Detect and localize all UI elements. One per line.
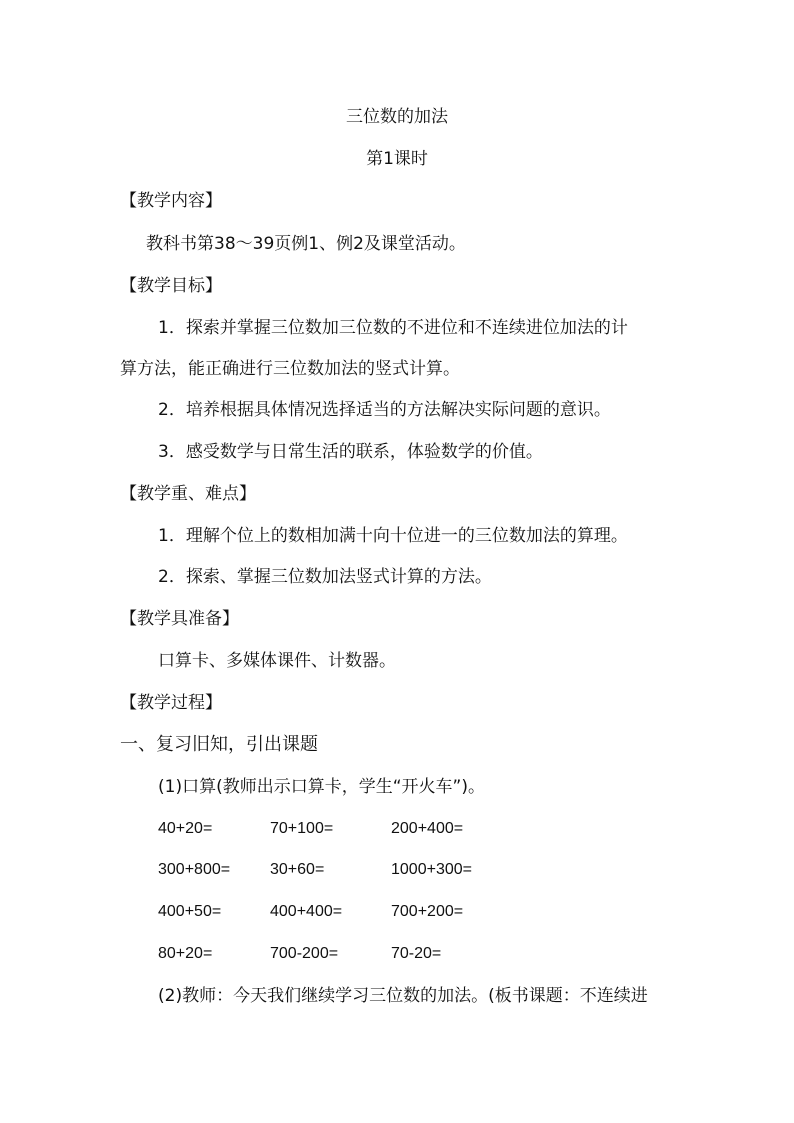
oral-problem: 1000+300= — [391, 861, 472, 878]
doc-title: 三位数的加法 — [346, 107, 448, 127]
oral-problem: 40+20= — [158, 820, 213, 837]
oral-problem: 30+60= — [270, 861, 325, 878]
teacher-line: (2)教师：今天我们继续学习三位数的加法。(板书课题：不连续进 — [158, 986, 648, 1006]
section-title: 一、复习旧知，引出课题 — [120, 734, 318, 755]
oral-problem: 300+800= — [158, 861, 231, 878]
oral-problem: 70+100= — [270, 820, 334, 837]
oral-problem: 400+50= — [158, 903, 222, 920]
goal-item: 2．培养根据具体情况选择适当的方法解决实际问题的意识。 — [158, 400, 611, 420]
goal-item: 3．感受数学与日常生活的联系，体验数学的价值。 — [158, 442, 543, 462]
goal-item: 1．探索并掌握三位数加三位数的不进位和不连续进位加法的计 — [158, 318, 628, 338]
doc-subtitle: 第1课时 — [366, 149, 428, 169]
oral-intro: (1)口算(教师出示口算卡，学生“开火车”)。 — [158, 777, 485, 797]
oral-problem: 200+400= — [391, 820, 464, 837]
oral-problem: 700-200= — [270, 945, 339, 962]
oral-problem: 80+20= — [158, 945, 213, 962]
content-text: 教科书第38～39页例1、例2及课堂活动。 — [146, 234, 466, 254]
oral-problem: 70-20= — [391, 945, 442, 962]
content-heading: 【教学内容】 — [120, 191, 222, 211]
goals-heading: 【教学目标】 — [120, 276, 222, 296]
prep-heading: 【教学具准备】 — [120, 609, 239, 629]
prep-text: 口算卡、多媒体课件、计数器。 — [158, 651, 396, 671]
goal-item-continued: 算方法，能正确进行三位数加法的竖式计算。 — [120, 359, 460, 379]
keypoint-item: 2．探索、掌握三位数加法竖式计算的方法。 — [158, 567, 492, 587]
keypoint-item: 1．理解个位上的数相加满十向十位进一的三位数加法的算理。 — [158, 526, 628, 546]
oral-problem: 400+400= — [270, 903, 343, 920]
keypoints-heading: 【教学重、难点】 — [120, 484, 256, 504]
process-heading: 【教学过程】 — [120, 693, 222, 713]
oral-problem: 700+200= — [391, 903, 464, 920]
